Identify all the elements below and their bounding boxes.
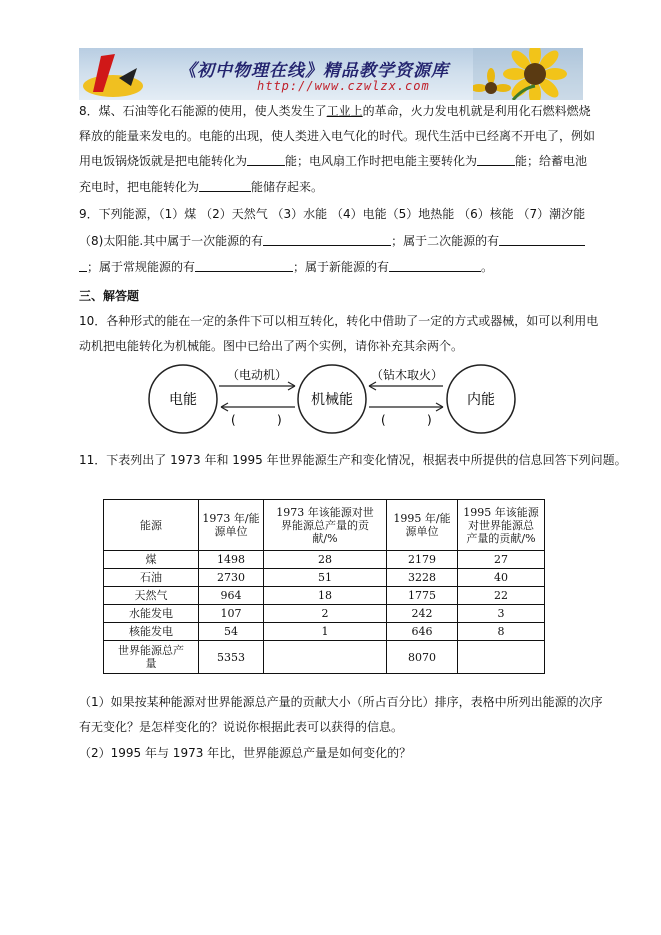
- logo-icon: [79, 48, 159, 100]
- cell-total-label: 世界能源总产 量: [104, 641, 199, 674]
- q8-line-4: 充电时，把电能转化为 能储存起来。: [79, 180, 324, 194]
- table-cell: 1775: [387, 587, 458, 605]
- label-drill-fire: （钻木取火）: [370, 368, 444, 382]
- q9-blank-2[interactable]: [499, 233, 585, 246]
- q9-blank-3[interactable]: [195, 259, 293, 272]
- table-cell: 22: [458, 587, 545, 605]
- q9-blank-2b[interactable]: [79, 259, 87, 272]
- sunflower-icon: [473, 48, 583, 100]
- table-cell: 1: [264, 623, 387, 641]
- q9-line-2: （8)太阳能.其中属于一次能源的有 ；属于二次能源的有: [79, 233, 585, 249]
- node-mechanical: 机械能: [311, 392, 353, 408]
- table-row: [104, 551, 545, 569]
- energy-conversion-diagram: [145, 362, 525, 437]
- q8-line-1: 8．煤、石油等化石能源的使用，使人类发生了工业上的革命，火力发电机就是利用化石燃料燃烧: [79, 104, 591, 118]
- q11-sub1-line-2: 有无变化？是怎样变化的？说说你根据此表可以获得的信息。: [79, 720, 404, 734]
- table-cell: 2: [264, 605, 387, 623]
- table-cell: 2179: [387, 551, 458, 569]
- table-cell: 石油: [104, 569, 199, 587]
- table-row: [104, 605, 545, 623]
- q8-blank-2[interactable]: [477, 153, 515, 166]
- q9-line-1: 9．下列能源，（1）煤 （2）天然气 （3）水能 （4）电能（5）地热能 （6）核能 （7）潮汐能: [79, 207, 586, 221]
- table-cell: 54: [199, 623, 264, 641]
- table-cell: 28: [264, 551, 387, 569]
- q11-intro: 11．下表列出了 1973 年和 1995 年世界能源生产和变化情况，根据表中所提供的信息回答下列问题。: [79, 453, 627, 467]
- table-cell: 核能发电: [104, 623, 199, 641]
- cell-total-1995-share: [458, 641, 545, 674]
- table-cell: 3228: [387, 569, 458, 587]
- cell-total-1973-share: [264, 641, 387, 674]
- table-cell: 964: [199, 587, 264, 605]
- header-banner: [79, 48, 583, 100]
- header-1973-share: 1973 年该能源对世 界能源总产量的贡 献/%: [264, 500, 387, 551]
- banner-url[interactable]: http://www.czwlzx.com: [257, 79, 430, 93]
- q9-blank-1[interactable]: [263, 233, 391, 246]
- table-cell: 8: [458, 623, 545, 641]
- header-1995-units: 1995 年/能 源单位: [387, 500, 458, 551]
- blank-paren-open-1: (: [231, 413, 236, 427]
- q11-sub2: （2）1995 年与 1973 年比，世界能源总产量是如何变化的？: [79, 746, 412, 760]
- q8-line-2: 释放的能量来发电的。电能的出现，使人类进入电气化的时代。现代生活中已经离不开电了，例如: [79, 129, 596, 143]
- q9-blank-4[interactable]: [389, 259, 481, 272]
- energy-table: [103, 499, 545, 674]
- table-row: [104, 623, 545, 641]
- header-1973-units: 1973 年/能 源单位: [199, 500, 264, 551]
- q8-line-3: 用电饭锅烧饭就是把电能转化为 能；电风扇工作时把电能主要转化为 能；给蓄电池: [79, 154, 588, 168]
- header-1995-share: 1995 年该能源 对世界能源总 产量的贡献/%: [458, 500, 545, 551]
- q8-blank-3[interactable]: [199, 179, 251, 192]
- table-row: [104, 587, 545, 605]
- table-cell: 40: [458, 569, 545, 587]
- node-electric: 电能: [169, 392, 197, 408]
- blank-paren-close-1: ): [277, 413, 282, 427]
- table-cell: 27: [458, 551, 545, 569]
- blank-paren-close-2: ): [427, 413, 432, 427]
- table-cell: 242: [387, 605, 458, 623]
- table-cell: 1498: [199, 551, 264, 569]
- table-cell: 2730: [199, 569, 264, 587]
- table-cell: 18: [264, 587, 387, 605]
- node-thermal: 内能: [467, 392, 495, 408]
- banner-title: 《初中物理在线》精品教学资源库: [179, 61, 449, 81]
- cell-total-1973: 5353: [199, 641, 264, 674]
- blank-paren-open-2: (: [381, 413, 386, 427]
- table-row-total: [104, 641, 545, 674]
- header-energy: 能源: [104, 500, 199, 551]
- q9-line-3: ；属于常规能源的有 ；属于新能源的有 。: [79, 259, 493, 275]
- q10-line-2: 动机把电能转化为机械能。图中已给出了两个实例，请你补充其余两个。: [79, 339, 464, 353]
- label-motor: （电动机）: [226, 368, 288, 382]
- q8-blank-1[interactable]: [247, 153, 285, 166]
- table-row: [104, 569, 545, 587]
- table-cell: 煤: [104, 551, 199, 569]
- section-heading: 三、解答题: [79, 289, 140, 303]
- table-cell: 水能发电: [104, 605, 199, 623]
- table-cell: 3: [458, 605, 545, 623]
- table-cell: 107: [199, 605, 264, 623]
- table-header-row: [104, 500, 545, 551]
- q11-sub1-line-1: （1）如果按某种能源对世界能源总产量的贡献大小（所占百分比）排序，表格中所列出能源的次序: [79, 695, 603, 709]
- cell-total-1995: 8070: [387, 641, 458, 674]
- q10-line-1: 10．各种形式的能在一定的条件下可以相互转化，转化中借助了一定的方式或器械，如可以利用电: [79, 314, 599, 328]
- table-cell: 天然气: [104, 587, 199, 605]
- table-cell: 51: [264, 569, 387, 587]
- table-cell: 646: [387, 623, 458, 641]
